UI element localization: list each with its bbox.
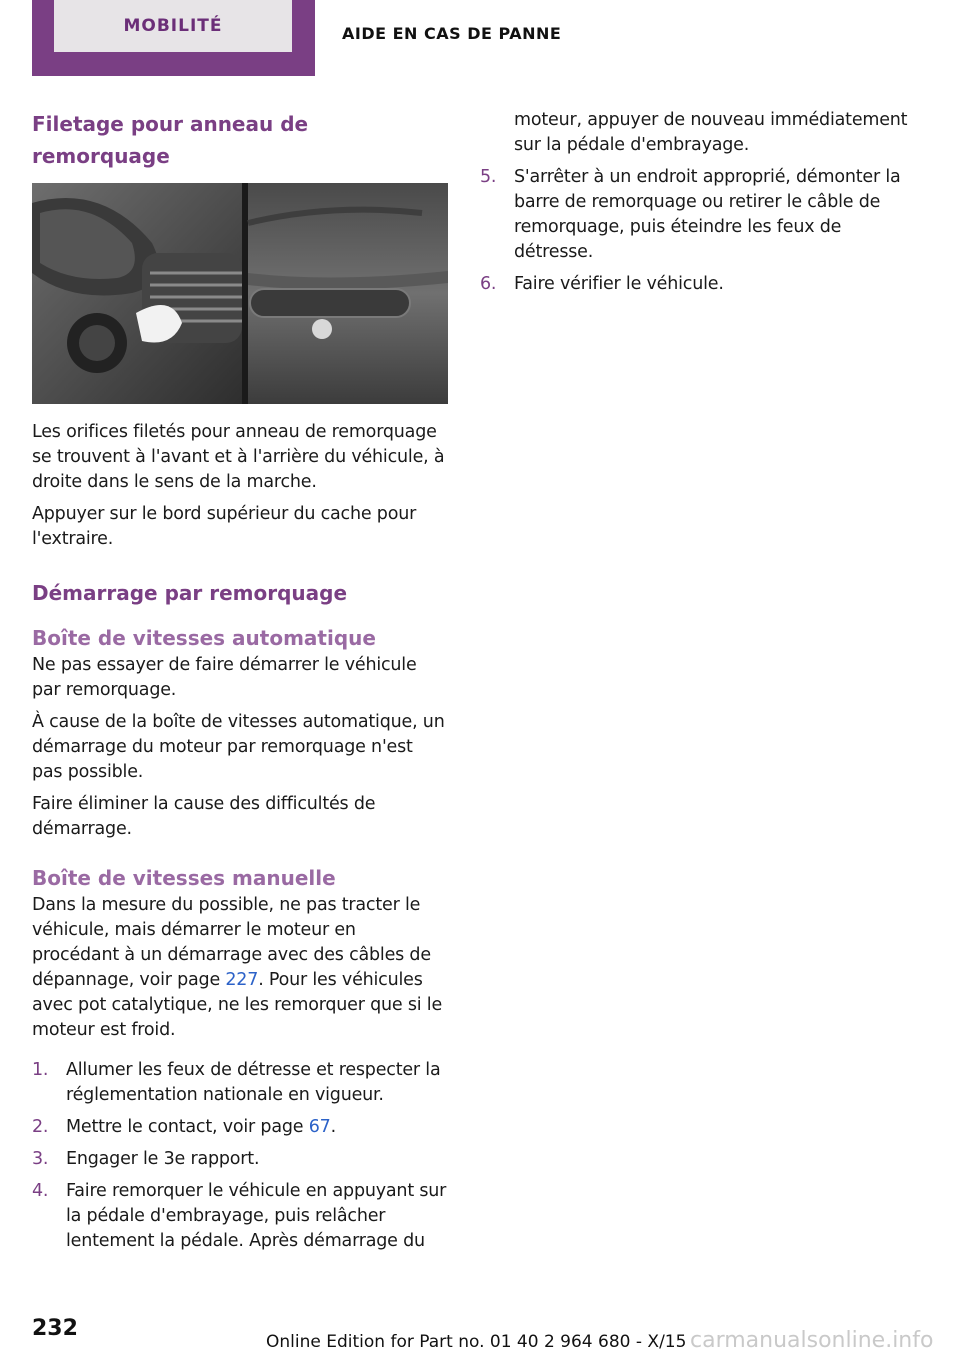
step-text: S'arrêter à un endroit approprié, démonter la barre de remorquage ou retirer le câble de remorquage, puis éteindre les feux de détresse. bbox=[514, 167, 901, 262]
subheading-manual: Boîte de vitesses manuelle bbox=[32, 866, 336, 890]
step-number: 5. bbox=[480, 167, 497, 187]
chapter-tab-label: MOBILITÉ bbox=[54, 0, 292, 52]
paragraph-auto-2: À cause de la boîte de vitesses automatique, un démarrage du moteur par remorquage n'est pas possible. bbox=[32, 712, 445, 782]
step-number: 1. bbox=[32, 1060, 49, 1080]
page-link-227[interactable]: 227 bbox=[225, 970, 259, 990]
paragraph-manual-text-after: . Pour les véhicules avec pot catalytique, ne les remorquer que si le moteur est froid. bbox=[32, 970, 443, 1040]
watermark: carmanualsonline.info bbox=[690, 1328, 934, 1353]
step-text-after: . bbox=[330, 1117, 336, 1137]
page-link-67[interactable]: 67 bbox=[308, 1117, 331, 1137]
paragraph-auto-3: Faire éliminer la cause des difficultés de démarrage. bbox=[32, 794, 376, 839]
subheading-automatic: Boîte de vitesses automatique bbox=[32, 626, 376, 650]
section-label: AIDE EN CAS DE PANNE bbox=[342, 24, 562, 43]
edition-footer: Online Edition for Part no. 01 40 2 964 680 - X/15 bbox=[266, 1332, 687, 1352]
header-tab bbox=[32, 0, 315, 76]
steps-list-left bbox=[32, 1058, 448, 1254]
paragraph-thread-location: Les orifices filetés pour anneau de remorquage se trouvent à l'avant et à l'arrière du véhicule, à droite dans le sens de la marche. bbox=[32, 422, 445, 492]
list-item bbox=[32, 1058, 448, 1108]
step-number: 3. bbox=[32, 1149, 49, 1169]
steps-list-right bbox=[480, 165, 910, 297]
step-text: Faire vérifier le véhicule. bbox=[514, 274, 724, 294]
list-item bbox=[480, 165, 910, 265]
step-text: Engager le 3e rapport. bbox=[66, 1149, 260, 1169]
step-text: Mettre le contact, voir page bbox=[66, 1117, 309, 1137]
step-number: 2. bbox=[32, 1117, 49, 1137]
towing-eye-thread-image bbox=[32, 183, 448, 404]
right-column bbox=[480, 108, 910, 304]
paragraph-auto-1: Ne pas essayer de faire démarrer le véhicule par remorquage. bbox=[32, 655, 417, 700]
list-item bbox=[480, 272, 910, 297]
paragraph-manual-text: Dans la mesure du possible, ne pas tracter le véhicule, mais démarrer le moteur en procédant à un démarrage avec des câbles de dépannage, voir page bbox=[32, 895, 431, 990]
car-bumper-illustration bbox=[32, 183, 448, 404]
paragraph-remove-cover: Appuyer sur le bord supérieur du cache pour l'extraire. bbox=[32, 504, 417, 549]
list-item bbox=[32, 1147, 448, 1172]
paragraph-manual bbox=[32, 893, 448, 1043]
step-text: Faire remorquer le véhicule en appuyant sur la pédale d'embrayage, puis relâcher lentement la pédale. Après démarrage du bbox=[66, 1181, 447, 1251]
step-text: Allumer les feux de détresse et respecter la réglementation nationale en vigueur. bbox=[66, 1060, 441, 1105]
step-number: 6. bbox=[480, 274, 497, 294]
page-number: 232 bbox=[32, 1316, 78, 1341]
list-item bbox=[32, 1179, 448, 1254]
heading-towing-thread: Filetage pour anneau de remorquage bbox=[32, 112, 309, 168]
heading-tow-start: Démarrage par remorquage bbox=[32, 581, 348, 605]
step-4-continuation: moteur, appuyer de nouveau immédiatement sur la pédale d'embrayage. bbox=[514, 110, 908, 155]
step-number: 4. bbox=[32, 1181, 49, 1201]
left-column bbox=[32, 108, 448, 1261]
list-item bbox=[32, 1115, 448, 1140]
